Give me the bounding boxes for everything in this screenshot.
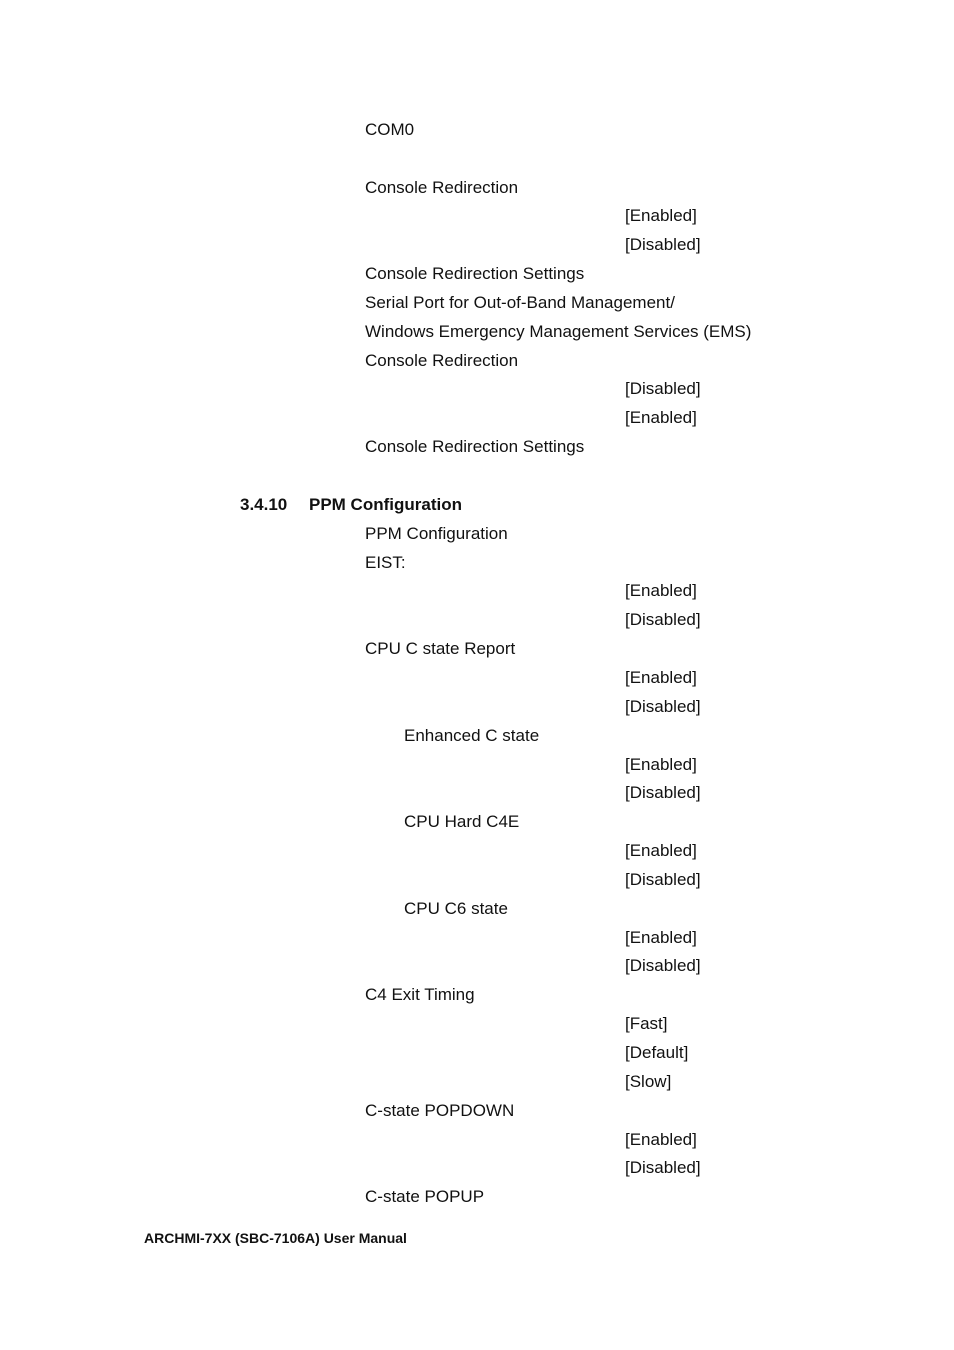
option-disabled: [Disabled] bbox=[625, 870, 701, 889]
option-disabled: [Disabled] bbox=[625, 783, 701, 802]
item-console-redirection-settings: Console Redirection Settings bbox=[365, 264, 585, 283]
option-enabled: [Enabled] bbox=[625, 668, 697, 687]
item-cpu-c-state-report: CPU C state Report bbox=[365, 639, 516, 658]
option-enabled: [Enabled] bbox=[625, 755, 697, 774]
item-c4-exit-timing: C4 Exit Timing bbox=[365, 985, 475, 1004]
option-disabled: [Disabled] bbox=[625, 956, 701, 975]
item-cpu-c6-state: CPU C6 state bbox=[404, 899, 508, 918]
item-ppm-configuration: PPM Configuration bbox=[365, 524, 508, 543]
section-title: PPM Configuration bbox=[309, 495, 462, 514]
item-enhanced-c-state: Enhanced C state bbox=[404, 726, 540, 745]
section-number: 3.4.10 bbox=[240, 495, 288, 514]
option-enabled: [Enabled] bbox=[625, 408, 697, 427]
item-console-redirection-ems: Console Redirection bbox=[365, 351, 519, 370]
option-disabled: [Disabled] bbox=[625, 235, 701, 254]
option-slow: [Slow] bbox=[625, 1072, 672, 1091]
item-cpu-hard-c4e: CPU Hard C4E bbox=[404, 812, 520, 831]
option-enabled: [Enabled] bbox=[625, 1130, 697, 1149]
item-c-state-popdown: C-state POPDOWN bbox=[365, 1101, 515, 1120]
option-disabled: [Disabled] bbox=[625, 697, 701, 716]
item-c-state-popup: C-state POPUP bbox=[365, 1187, 485, 1206]
item-console-redirection-settings-ems: Console Redirection Settings bbox=[365, 437, 585, 456]
option-enabled: [Enabled] bbox=[625, 928, 697, 947]
option-enabled: [Enabled] bbox=[625, 841, 697, 860]
option-fast: [Fast] bbox=[625, 1014, 668, 1033]
item-serial-port-oob: Serial Port for Out-of-Band Management/ bbox=[365, 293, 675, 312]
option-disabled: [Disabled] bbox=[625, 379, 701, 398]
option-default: [Default] bbox=[625, 1043, 689, 1062]
item-windows-ems: Windows Emergency Management Services (EMS) bbox=[365, 322, 752, 341]
option-enabled: [Enabled] bbox=[625, 581, 697, 600]
item-console-redirection: Console Redirection bbox=[365, 178, 519, 197]
option-disabled: [Disabled] bbox=[625, 1158, 701, 1177]
option-disabled: [Disabled] bbox=[625, 610, 701, 629]
page-footer: ARCHMI-7XX (SBC-7106A) User Manual bbox=[144, 1230, 407, 1246]
item-com0: COM0 bbox=[365, 120, 415, 139]
option-enabled: [Enabled] bbox=[625, 206, 697, 225]
item-eist: EIST: bbox=[365, 553, 406, 572]
